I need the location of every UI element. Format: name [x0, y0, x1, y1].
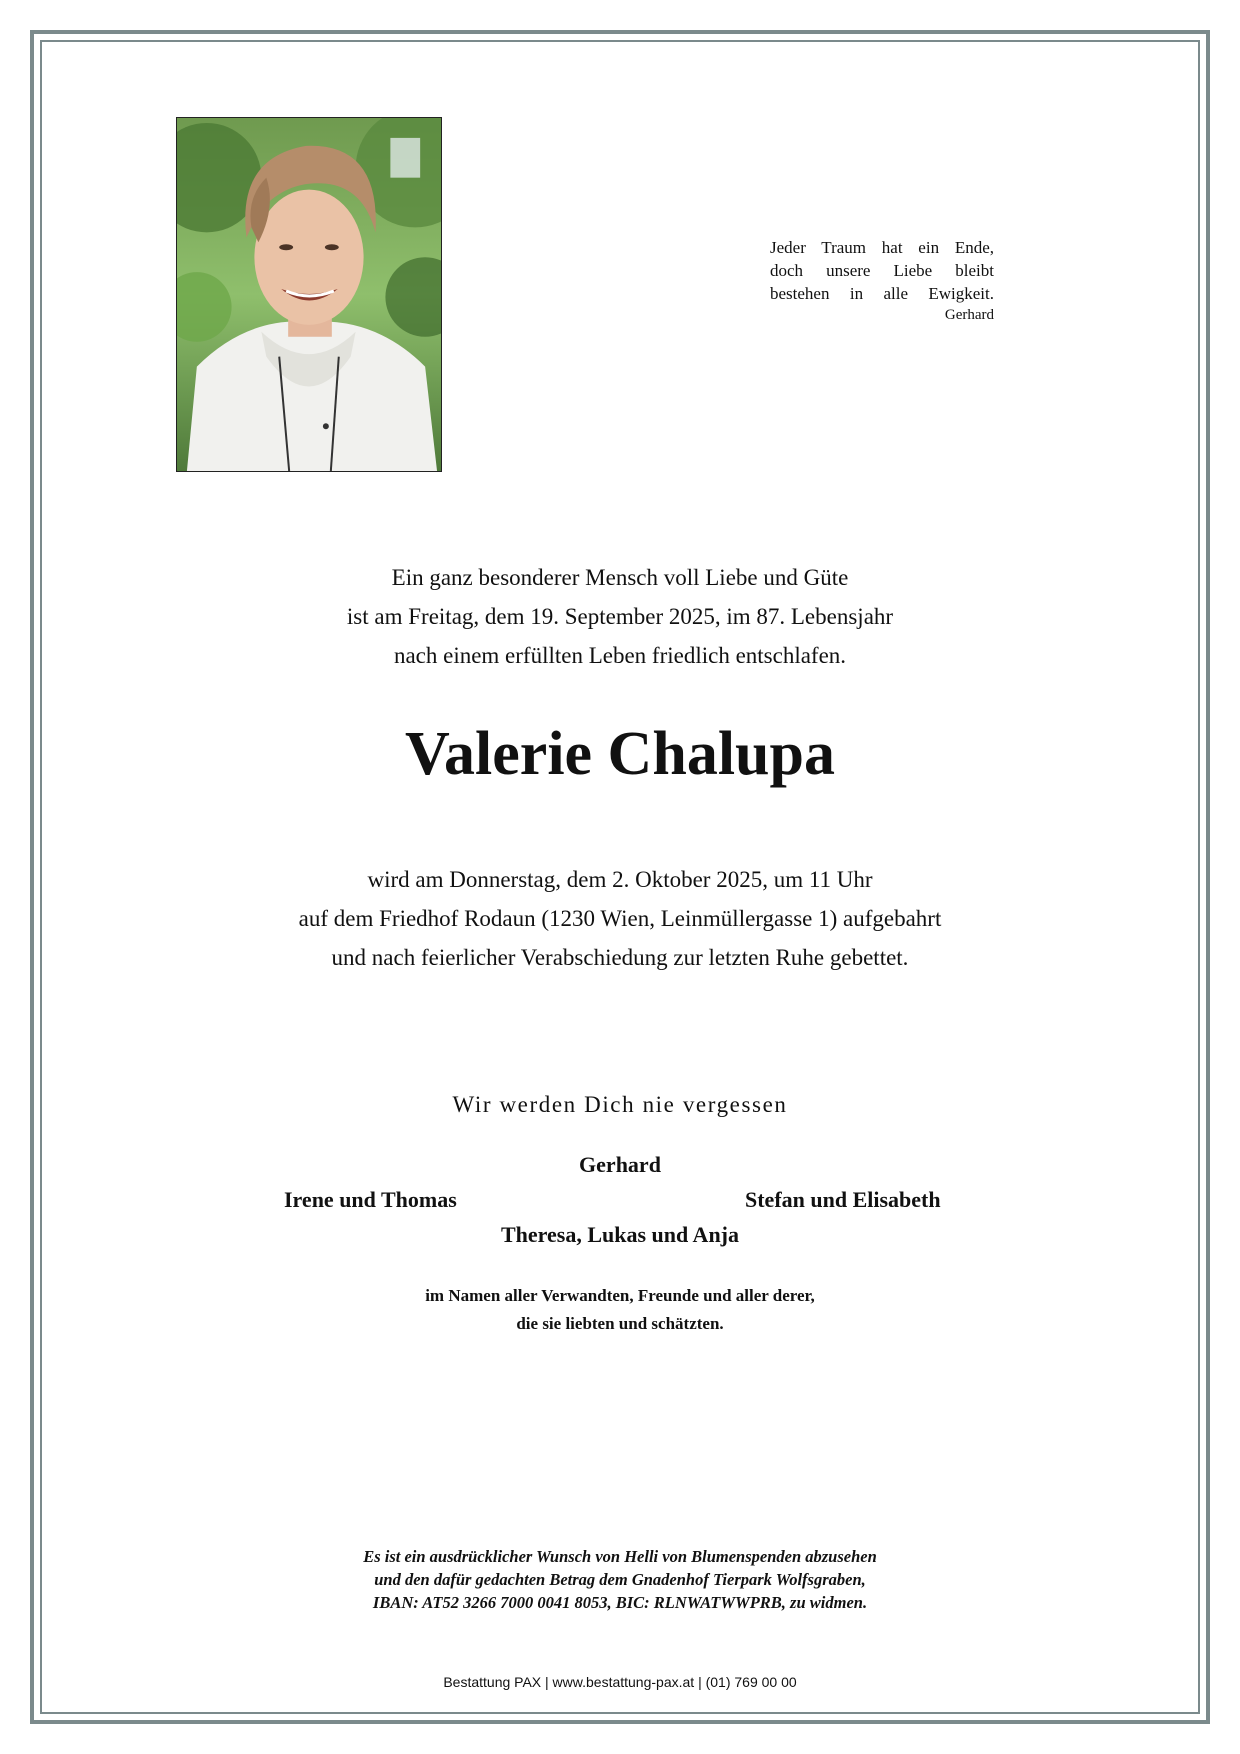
- donation-line: IBAN: AT52 3266 7000 0041 8053, BIC: RLNWATWWPRB, zu widmen.: [372, 1593, 868, 1612]
- portrait-photo: [176, 117, 442, 472]
- death-announcement: [0, 558, 1240, 675]
- family-child-right: Stefan und Elisabeth: [745, 1187, 941, 1212]
- funeral-details: [0, 860, 1240, 977]
- funeral-home-footer: Bestattung PAX | www.bestattung-pax.at | (01) 769 00 00: [443, 1674, 797, 1690]
- on-behalf-line: die sie liebten und schätzten.: [516, 1314, 724, 1333]
- farewell-line: Wir werden Dich nie vergessen: [452, 1092, 788, 1117]
- quote-line: Jeder Traum hat ein Ende,: [770, 238, 994, 257]
- quote-line: bestehen in alle Ewigkeit.: [770, 284, 994, 303]
- announcement-line: nach einem erfüllten Leben friedlich entschlafen.: [393, 643, 847, 668]
- funeral-line: wird am Donnerstag, dem 2. Oktober 2025, um 11 Uhr: [367, 867, 873, 892]
- quote-author: Gerhard: [944, 307, 994, 323]
- family-grandchildren: Theresa, Lukas und Anja: [500, 1222, 739, 1247]
- donation-wish: [0, 1545, 1240, 1614]
- announcement-line: Ein ganz besonderer Mensch voll Liebe und Güte: [391, 565, 849, 590]
- donation-line: und den dafür gedachten Betrag dem Gnadenhof Tierpark Wolfsgraben,: [374, 1570, 866, 1589]
- family-child-left: Irene und Thomas: [284, 1187, 457, 1212]
- on-behalf-line: im Namen aller Verwandten, Freunde und aller derer,: [425, 1286, 815, 1305]
- announcement-line: ist am Freitag, dem 19. September 2025, im 87. Lebensjahr: [346, 604, 894, 629]
- funeral-line: und nach feierlicher Verabschiedung zur letzten Ruhe gebettet.: [331, 945, 909, 970]
- donation-line: Es ist ein ausdrücklicher Wunsch von Helli von Blumenspenden abzusehen: [363, 1547, 877, 1566]
- on-behalf-statement: [0, 1282, 1240, 1338]
- quote-line: doch unsere Liebe bleibt: [770, 261, 994, 280]
- memorial-quote: [770, 236, 994, 326]
- portrait-illustration: [177, 118, 441, 471]
- funeral-line: auf dem Friedhof Rodaun (1230 Wien, Leinmüllergasse 1) aufgebahrt: [298, 906, 942, 931]
- deceased-name: Valerie Chalupa: [404, 720, 836, 788]
- family-spouse: Gerhard: [579, 1152, 661, 1177]
